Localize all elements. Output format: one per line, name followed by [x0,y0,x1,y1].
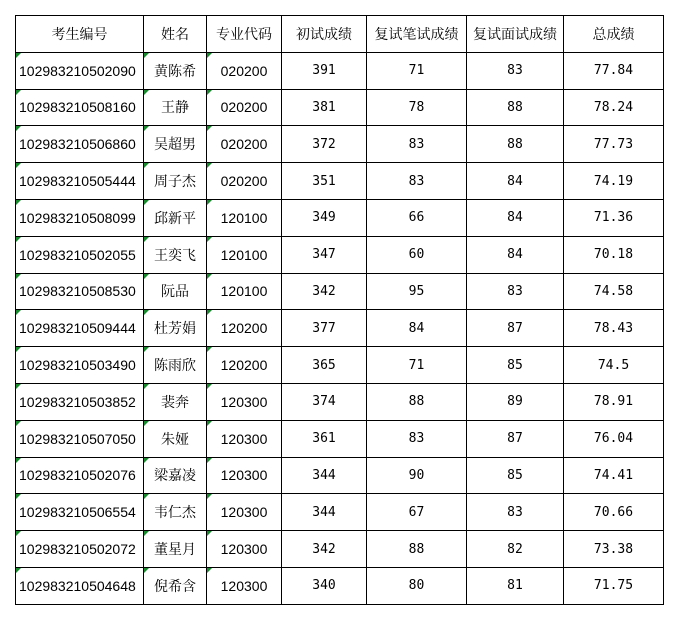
table-row [16,273,664,310]
total-score-cell: 74.19 [564,163,664,200]
header-major-code: 专业代码 [207,16,282,53]
header-retest-interview-score: 复试面试成绩 [467,16,564,53]
table-row [16,163,664,200]
major-code-cell: 120100 [207,199,282,236]
total-score-cell: 71.36 [564,199,664,236]
total-score-cell: 77.73 [564,126,664,163]
major-code-cell: 020200 [207,52,282,89]
initial-score-cell: 342 [282,531,367,568]
retest-interview-cell: 83 [467,52,564,89]
retest-written-cell: 78 [367,89,467,126]
initial-score-cell: 377 [282,310,367,347]
header-retest-written-score: 复试笔试成绩 [367,16,467,53]
exam-id-cell: 102983210502072 [16,531,144,568]
total-score-cell: 78.43 [564,310,664,347]
retest-interview-cell: 81 [467,567,564,604]
major-code-cell: 120100 [207,273,282,310]
exam-id-cell: 102983210506554 [16,494,144,531]
retest-written-cell: 83 [367,163,467,200]
retest-written-cell: 90 [367,457,467,494]
name-cell: 吴超男 [144,126,207,163]
retest-interview-cell: 83 [467,273,564,310]
total-score-cell: 74.5 [564,347,664,384]
exam-id-cell: 102983210504648 [16,567,144,604]
total-score-cell: 76.04 [564,420,664,457]
name-cell: 王静 [144,89,207,126]
retest-interview-cell: 83 [467,494,564,531]
exam-id-cell: 102983210503852 [16,383,144,420]
exam-id-cell: 102983210508099 [16,199,144,236]
retest-written-cell: 67 [367,494,467,531]
retest-written-cell: 95 [367,273,467,310]
name-cell: 梁嘉凌 [144,457,207,494]
table-body [16,52,664,604]
retest-interview-cell: 87 [467,420,564,457]
table-row [16,126,664,163]
retest-interview-cell: 88 [467,126,564,163]
name-cell: 杜芳娟 [144,310,207,347]
major-code-cell: 120100 [207,236,282,273]
table-row [16,383,664,420]
initial-score-cell: 349 [282,199,367,236]
total-score-cell: 78.91 [564,383,664,420]
name-cell: 董星月 [144,531,207,568]
retest-written-cell: 80 [367,567,467,604]
name-cell: 陈雨欣 [144,347,207,384]
table-row [16,347,664,384]
initial-score-cell: 344 [282,457,367,494]
retest-written-cell: 83 [367,126,467,163]
name-cell: 倪希含 [144,567,207,604]
total-score-cell: 70.18 [564,236,664,273]
table-row [16,236,664,273]
header-exam-id: 考生编号 [16,16,144,53]
table-row [16,494,664,531]
initial-score-cell: 391 [282,52,367,89]
table-row [16,420,664,457]
score-table [15,15,664,605]
exam-id-cell: 102983210508530 [16,273,144,310]
retest-interview-cell: 84 [467,199,564,236]
initial-score-cell: 361 [282,420,367,457]
retest-written-cell: 71 [367,347,467,384]
retest-interview-cell: 84 [467,163,564,200]
initial-score-cell: 347 [282,236,367,273]
retest-interview-cell: 89 [467,383,564,420]
total-score-cell: 74.58 [564,273,664,310]
table-row [16,310,664,347]
total-score-cell: 73.38 [564,531,664,568]
table-row [16,531,664,568]
initial-score-cell: 365 [282,347,367,384]
initial-score-cell: 381 [282,89,367,126]
major-code-cell: 120300 [207,420,282,457]
major-code-cell: 020200 [207,126,282,163]
exam-id-cell: 102983210506860 [16,126,144,163]
name-cell: 朱娅 [144,420,207,457]
major-code-cell: 120300 [207,383,282,420]
table-row [16,567,664,604]
major-code-cell: 120200 [207,347,282,384]
exam-id-cell: 102983210502076 [16,457,144,494]
initial-score-cell: 340 [282,567,367,604]
name-cell: 周子杰 [144,163,207,200]
exam-id-cell: 102983210507050 [16,420,144,457]
name-cell: 王奕飞 [144,236,207,273]
initial-score-cell: 342 [282,273,367,310]
exam-id-cell: 102983210509444 [16,310,144,347]
retest-interview-cell: 87 [467,310,564,347]
retest-written-cell: 84 [367,310,467,347]
table-row [16,199,664,236]
major-code-cell: 120300 [207,531,282,568]
name-cell: 韦仁杰 [144,494,207,531]
exam-id-cell: 102983210502090 [16,52,144,89]
retest-interview-cell: 82 [467,531,564,568]
initial-score-cell: 374 [282,383,367,420]
retest-interview-cell: 84 [467,236,564,273]
retest-written-cell: 83 [367,420,467,457]
name-cell: 邱新平 [144,199,207,236]
total-score-cell: 70.66 [564,494,664,531]
header-initial-score: 初试成绩 [282,16,367,53]
exam-id-cell: 102983210502055 [16,236,144,273]
major-code-cell: 120300 [207,494,282,531]
major-code-cell: 120300 [207,457,282,494]
name-cell: 阮品 [144,273,207,310]
retest-written-cell: 60 [367,236,467,273]
major-code-cell: 120200 [207,310,282,347]
major-code-cell: 020200 [207,163,282,200]
header-total-score: 总成绩 [564,16,664,53]
major-code-cell: 120300 [207,567,282,604]
total-score-cell: 71.75 [564,567,664,604]
table-row [16,89,664,126]
retest-interview-cell: 85 [467,457,564,494]
retest-written-cell: 88 [367,531,467,568]
retest-written-cell: 66 [367,199,467,236]
name-cell: 裴奔 [144,383,207,420]
exam-id-cell: 102983210503490 [16,347,144,384]
total-score-cell: 77.84 [564,52,664,89]
retest-interview-cell: 85 [467,347,564,384]
initial-score-cell: 372 [282,126,367,163]
initial-score-cell: 351 [282,163,367,200]
major-code-cell: 020200 [207,89,282,126]
retest-interview-cell: 88 [467,89,564,126]
name-cell: 黄陈希 [144,52,207,89]
total-score-cell: 74.41 [564,457,664,494]
exam-id-cell: 102983210508160 [16,89,144,126]
table-row [16,52,664,89]
total-score-cell: 78.24 [564,89,664,126]
retest-written-cell: 71 [367,52,467,89]
header-name: 姓名 [144,16,207,53]
exam-id-cell: 102983210505444 [16,163,144,200]
table-row [16,457,664,494]
header-row [16,16,664,53]
initial-score-cell: 344 [282,494,367,531]
retest-written-cell: 88 [367,383,467,420]
